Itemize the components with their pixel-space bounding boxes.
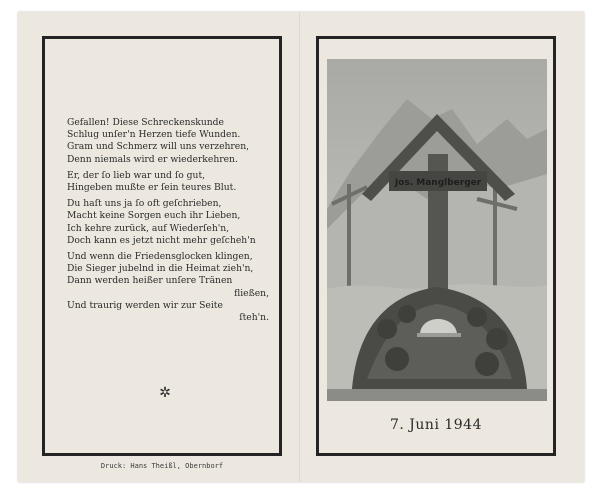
left-panel-frame: [42, 36, 282, 456]
memorial-photo: [327, 59, 547, 401]
poem-stanza-2: [67, 170, 279, 194]
poem-line: ſteh'n.: [239, 312, 269, 324]
poem-line: Und wenn die Friedensglocken klingen,: [67, 251, 253, 263]
poem-line: Ich kehre zurück, auf Wiederſeh'n,: [67, 222, 230, 234]
poem-line: Hingeben mußte er ſein teures Blut.: [67, 182, 237, 194]
poem-line: Doch kann es jetzt nicht mehr geſcheh'n: [67, 234, 256, 246]
death-date: 7. Juni 1944: [389, 417, 482, 433]
poem-line: Macht keine Sorgen euch ihr Lieben,: [67, 210, 241, 222]
poem-stanza-3: [67, 198, 279, 247]
poem: [67, 117, 279, 324]
poem-line: Er, der ſo lieb war und ſo gut,: [67, 169, 206, 181]
card-fold: [299, 12, 301, 482]
poem-stanza-1: [67, 117, 279, 166]
memorial-card: [18, 12, 584, 482]
grave-cross-illustration: [327, 59, 547, 401]
poem-line: Gefallen! Diese Schreckenskunde: [67, 117, 224, 128]
poem-line: Die Sieger jubelnd in die Heimat zieh'n,: [67, 263, 254, 275]
poem-line: Gram und Schmerz will uns verzehren,: [67, 141, 250, 153]
star-ornament-icon: ✲: [159, 385, 171, 401]
right-panel-frame: [316, 36, 556, 456]
poem-line: Schlug unſer'n Herzen tiefe Wunden.: [67, 129, 241, 141]
poem-line: Denn niemals wird er wiederkehren.: [67, 153, 238, 165]
poem-line: fließen,: [234, 287, 269, 299]
poem-line: Und traurig werden wir zur Seite: [67, 299, 223, 311]
poem-stanza-4: [67, 251, 279, 324]
poem-line: Dann werden heißer unſere Tränen: [67, 275, 233, 287]
cross-nameplate: Jos. Manglberger: [394, 178, 482, 188]
printer-credit: Druck: Hans Theißl, Obernborf: [100, 462, 224, 470]
poem-line: Du haſt uns ja ſo oft geſchrieben,: [67, 198, 222, 210]
